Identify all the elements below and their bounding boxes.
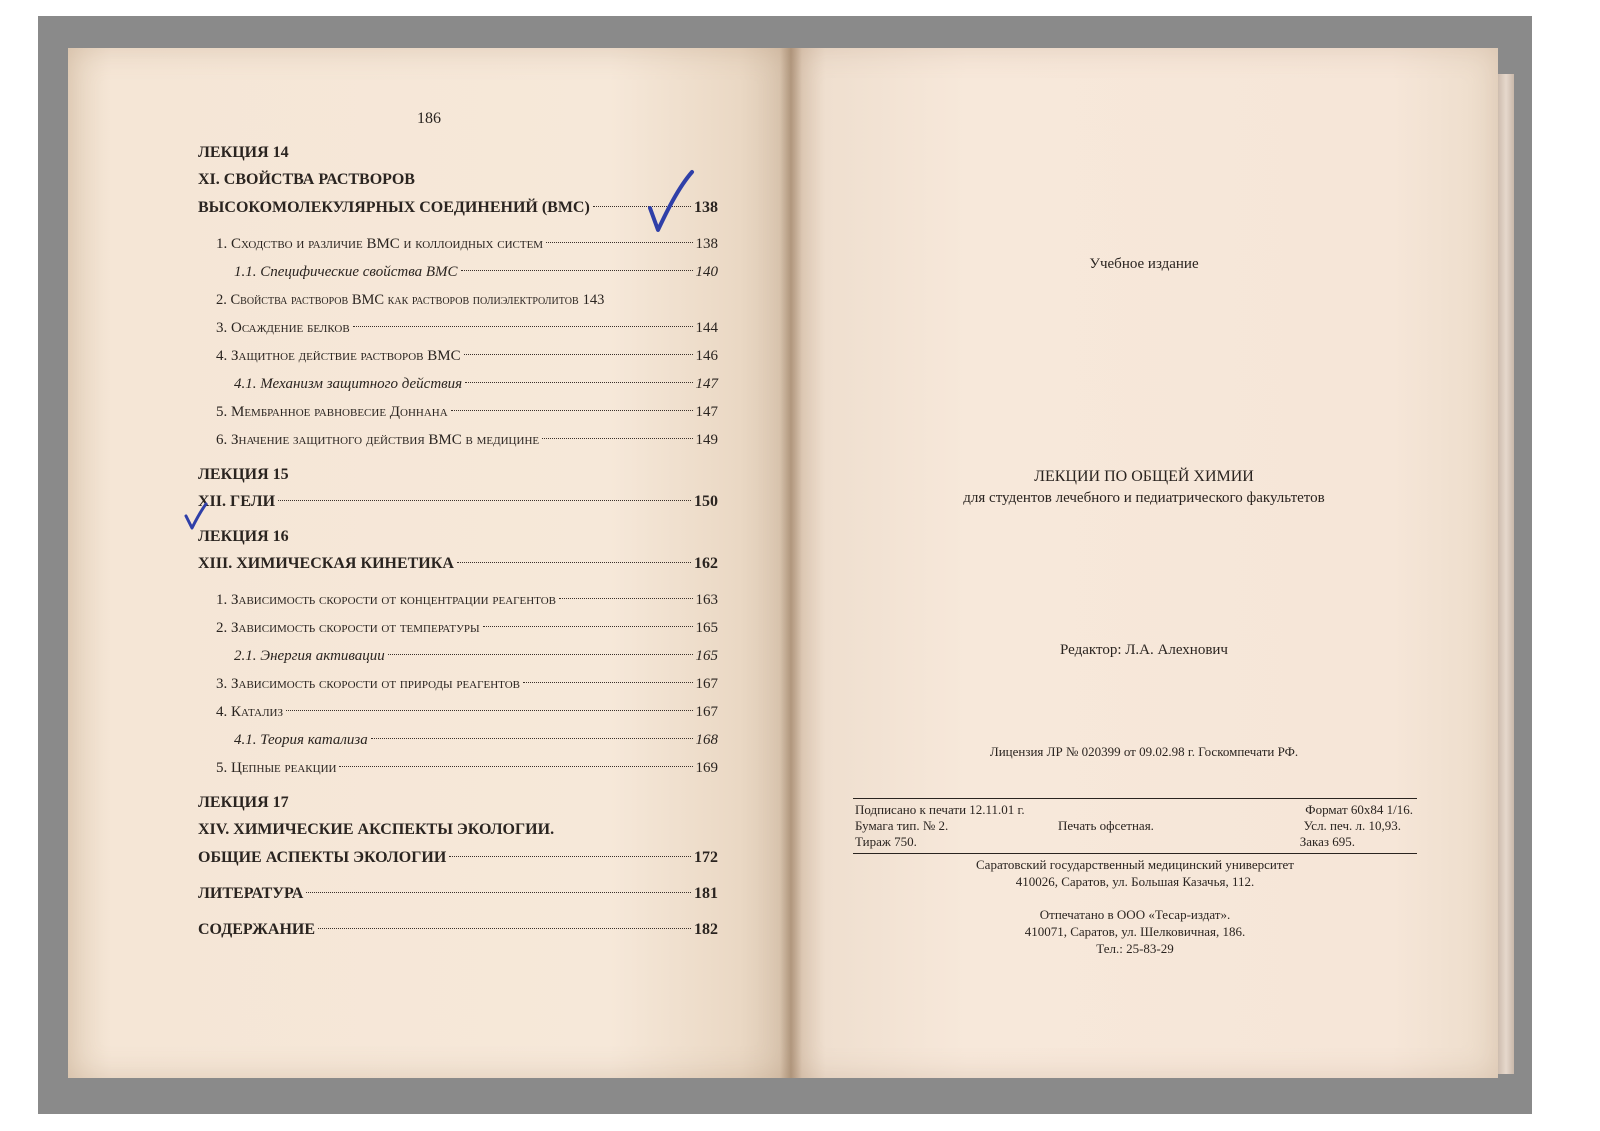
page-ref: 143 bbox=[582, 292, 605, 308]
leader-dots bbox=[318, 928, 691, 929]
toc-entry bbox=[198, 398, 718, 426]
page-ref: 163 bbox=[695, 592, 718, 608]
book-title: ЛЕКЦИИ ПО ОБЩЕЙ ХИМИИ bbox=[1034, 468, 1254, 485]
page-ref: 165 bbox=[695, 648, 718, 664]
toc-entry bbox=[198, 370, 718, 398]
book-subtitle: для студентов лечебного и педиатрического факультетов bbox=[963, 490, 1325, 506]
chapter-11-title-line2: ВЫСОКОМОЛЕКУЛЯРНЫХ СОЕДИНЕНИЙ (ВМС) bbox=[198, 199, 590, 216]
toc-entry bbox=[198, 550, 718, 578]
page-stack-edge bbox=[1498, 74, 1514, 1074]
toc-entry-label: ЛИТЕРАТУРА bbox=[198, 885, 304, 902]
leader-dots bbox=[388, 654, 693, 655]
imprint-format: Формат 60х84 1/16. bbox=[1305, 802, 1413, 817]
toc-entry bbox=[198, 230, 718, 258]
toc-entry-label: 2.1. Энергия активации bbox=[234, 648, 385, 664]
toc-entry-literature bbox=[198, 880, 718, 908]
page-number: 186 bbox=[417, 110, 441, 127]
checkmark-icon bbox=[646, 168, 696, 238]
checkmark-icon bbox=[184, 502, 208, 532]
leader-dots bbox=[457, 562, 691, 563]
page-ref: 181 bbox=[694, 885, 718, 902]
toc-entry bbox=[198, 844, 718, 872]
lecture-15-heading: ЛЕКЦИЯ 15 bbox=[198, 466, 289, 483]
toc-entry bbox=[198, 426, 718, 454]
leader-dots bbox=[286, 710, 692, 711]
open-book bbox=[68, 48, 1498, 1078]
page-ref: 182 bbox=[694, 921, 718, 938]
toc-entry bbox=[198, 726, 718, 754]
page-ref: 168 bbox=[695, 732, 718, 748]
leader-dots bbox=[278, 500, 691, 501]
toc-entry bbox=[198, 698, 718, 726]
toc-entry bbox=[198, 286, 718, 314]
toc-entry-label: 2. Зависимость скорости от температуры bbox=[216, 620, 480, 636]
lecture-17-heading: ЛЕКЦИЯ 17 bbox=[198, 794, 289, 811]
toc-entry bbox=[198, 586, 718, 614]
toc-entry-label: 4.1. Механизм защитного действия bbox=[234, 376, 463, 392]
toc-entry bbox=[198, 754, 718, 782]
leader-dots bbox=[483, 626, 693, 627]
page-ref: 167 bbox=[695, 676, 718, 692]
toc-entry-label: 1. Сходство и различие ВМС и коллоидных систем bbox=[216, 236, 544, 252]
leader-dots bbox=[451, 410, 693, 411]
toc-entry-label: 1.1. Специфические свойства ВМС bbox=[234, 264, 458, 280]
toc-entry-label: 3. Зависимость скорости от природы реагентов bbox=[216, 676, 520, 692]
toc-entry-label: 4. Катализ bbox=[216, 704, 284, 720]
page-ref: 146 bbox=[695, 348, 718, 364]
leader-dots bbox=[353, 326, 693, 327]
page-ref: 140 bbox=[695, 264, 718, 280]
chapter-12-title: XII. ГЕЛИ bbox=[198, 493, 276, 510]
imprint-sheets: Усл. печ. л. 10,93. bbox=[1303, 818, 1401, 833]
lecture-14-heading: ЛЕКЦИЯ 14 bbox=[198, 144, 289, 161]
leader-dots bbox=[371, 738, 693, 739]
toc-entry-label: 5. Мембранное равновесие Доннана bbox=[216, 404, 448, 420]
imprint-block bbox=[853, 798, 1417, 957]
toc-entry-label: 4.1. Теория катализа bbox=[234, 732, 368, 748]
toc-entry bbox=[198, 614, 718, 642]
toc-entry-label: СОДЕРЖАНИЕ bbox=[198, 921, 316, 938]
toc-entry bbox=[198, 488, 718, 516]
toc-entry bbox=[198, 342, 718, 370]
editor-credit: Редактор: Л.А. Алехнович bbox=[1060, 642, 1228, 658]
page-ref: 149 bbox=[695, 432, 718, 448]
page-ref: 138 bbox=[695, 236, 718, 252]
page-ref: 138 bbox=[694, 199, 718, 216]
leader-dots bbox=[461, 270, 693, 271]
imprint-run: Тираж 750. bbox=[855, 834, 917, 849]
imprint-paper: Бумага тип. № 2. bbox=[855, 818, 949, 833]
chapter-14-title-line1: XIV. ХИМИЧЕСКИЕ АКСПЕКТЫ ЭКОЛОГИИ. bbox=[198, 821, 555, 838]
toc-entry-label: 4. Защитное действие растворов ВМС bbox=[216, 348, 461, 364]
imprint-print-type: Печать офсетная. bbox=[1058, 818, 1154, 833]
leader-dots bbox=[465, 382, 692, 383]
page-ref: 147 bbox=[695, 404, 718, 420]
toc-entry bbox=[198, 642, 718, 670]
lecture-16-heading: ЛЕКЦИЯ 16 bbox=[198, 528, 289, 545]
page-ref: 167 bbox=[695, 704, 718, 720]
toc-entry-label: 1. Зависимость скорости от концентрации реагентов bbox=[216, 592, 557, 608]
toc-entry-contents bbox=[198, 916, 718, 944]
toc-entry bbox=[198, 194, 718, 222]
imprint-signed: Подписано к печати 12.11.01 г. bbox=[855, 802, 1025, 817]
toc-entry bbox=[198, 258, 718, 286]
page-ref: 162 bbox=[694, 555, 718, 572]
printer-name: Отпечатано в ООО «Тесар-издат». bbox=[1039, 907, 1231, 922]
printer-address: 410071, Саратов, ул. Шелковичная, 186. bbox=[1024, 924, 1246, 939]
leader-dots bbox=[449, 856, 691, 857]
license-line: Лицензия ЛР № 020399 от 09.02.98 г. Госкомпечати РФ. bbox=[989, 744, 1299, 759]
book-spine bbox=[780, 48, 802, 1078]
page-ref: 165 bbox=[695, 620, 718, 636]
page-ref: 144 bbox=[695, 320, 718, 336]
page-ref: 147 bbox=[695, 376, 718, 392]
toc-entry-label: 2. Свойства растворов ВМС как растворов полиэлектролитов bbox=[216, 292, 579, 308]
chapter-11-title-line1: XI. СВОЙСТВА РАСТВОРОВ bbox=[198, 171, 415, 188]
page-ref: 169 bbox=[695, 760, 718, 776]
leader-dots bbox=[523, 682, 693, 683]
toc-entry bbox=[198, 314, 718, 342]
toc-entry-label: 5. Цепные реакции bbox=[216, 760, 337, 776]
toc-entry bbox=[198, 670, 718, 698]
leader-dots bbox=[339, 766, 692, 767]
toc-entry-label: 3. Осаждение белков bbox=[216, 320, 350, 336]
leader-dots bbox=[546, 242, 692, 243]
chapter-14-title-line2: ОБЩИЕ АСПЕКТЫ ЭКОЛОГИИ bbox=[198, 849, 447, 866]
printer-phone: Тел.: 25-83-29 bbox=[1096, 941, 1174, 956]
leader-dots bbox=[464, 354, 693, 355]
page-ref: 150 bbox=[694, 493, 718, 510]
edition-type: Учебное издание bbox=[1089, 256, 1199, 272]
publisher-name: Саратовский государственный медицинский университет bbox=[976, 857, 1294, 872]
toc-entry-label: 6. Значение защитного действия ВМС в медицине bbox=[216, 432, 540, 448]
chapter-13-title: XIII. ХИМИЧЕСКАЯ КИНЕТИКА bbox=[198, 555, 454, 572]
page-ref: 172 bbox=[694, 849, 718, 866]
leader-dots bbox=[542, 438, 692, 439]
imprint-order: Заказ 695. bbox=[1299, 834, 1355, 849]
table-of-contents bbox=[198, 140, 718, 944]
publisher-address: 410026, Саратов, ул. Большая Казачья, 112. bbox=[1015, 874, 1255, 889]
leader-dots bbox=[306, 892, 691, 893]
leader-dots bbox=[559, 598, 692, 599]
